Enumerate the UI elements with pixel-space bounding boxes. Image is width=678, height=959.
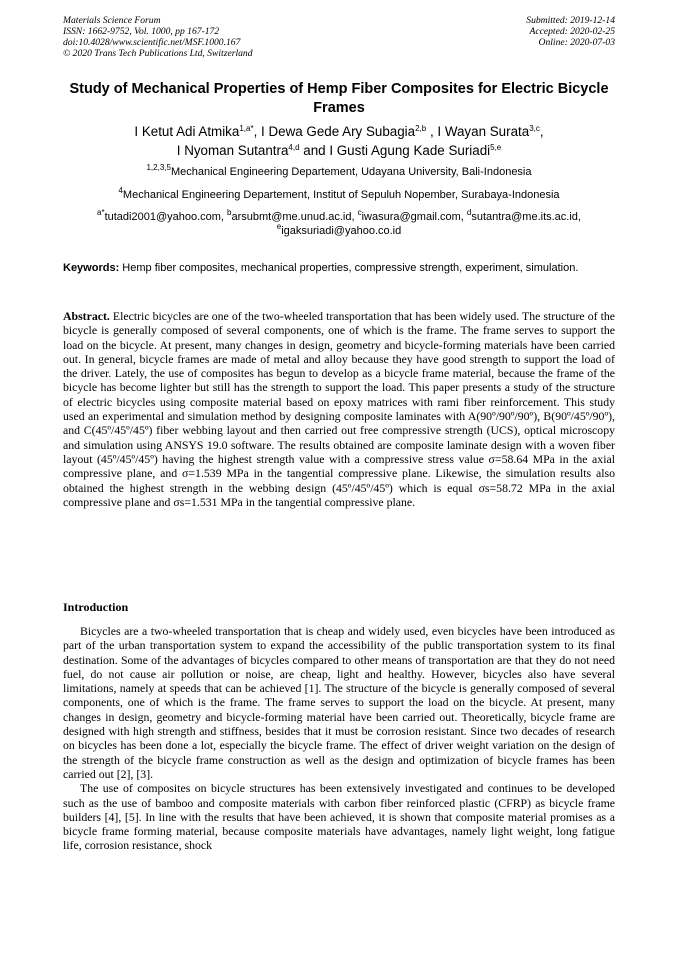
author-emails [63, 210, 615, 238]
keywords [63, 262, 615, 276]
paragraph: Bicycles are a two-wheeled transportation that is cheap and widely used, even bicycles have been introduced as part of the urban transportation system to expand the accessibility of the public transportation system to its final destination. Some of the advantages of bicycles compared to other means of transportation are that they do not need fuel, do not cause air pollution or noise, are cheap, light and healthy. However, bicycles also have several limitations, namely at speeds that can be achieved [1]. The structure of the bicycle is generally composed of several components, one of which is the frame. The frame serves to support the load on the bicycle. At present, many changes in design, geometry and bicycle-forming material have been carried out. Theoretically, bicycle frame are designed with high strength and stiffness, besides that it must be corrosion resistant. Since two decades of research on bicycles has been done a lot, especially the bicycle frame. The effect of driver weight variation on the design of the strength of the bicycle frame construction as well as the design and optimization of bicycle frames has been carried out [2], [3]. [63, 624, 615, 781]
author: I Dewa Gede Ary Subagia$^{2,b}$ , [261, 124, 438, 139]
submitted-date: Submitted: 2019-12-14 [526, 15, 615, 26]
introduction-body [63, 624, 615, 853]
online-date: Online: 2020-07-03 [538, 37, 615, 48]
paper-title: Study of Mechanical Properties of Hemp Fiber Composites for Electric Bicycle Frames [69, 81, 609, 116]
author: I Wayan Surata$^{3,c}$, [437, 124, 544, 139]
email[interactable]: $^d$sutantra@me.its.ac.id, [466, 208, 581, 223]
keywords-text: Hemp fiber composites, mechanical properties, compressive strength, experiment, simulation. [119, 262, 579, 274]
journal-copyright: © 2020 Trans Tech Publications Ltd, Switzerland [63, 48, 253, 59]
email[interactable]: $^b$arsubmt@me.unud.ac.id, [227, 208, 358, 223]
journal-name: Materials Science Forum [63, 15, 161, 26]
abstract-label: Abstract. [63, 309, 110, 323]
author: I Nyoman Sutantra$^{4,d}$ and [176, 143, 330, 158]
author: I Ketut Adi Atmika$^{1,a*}$, [134, 124, 262, 139]
email[interactable]: $^e$igaksuriadi@yahoo.co.id [276, 222, 402, 237]
abstract [63, 309, 615, 509]
affiliation: $^4$Mechanical Engineering Departement, Institut of Sepuluh Nopember, Surabaya-Indonesia [118, 186, 560, 201]
author-list [63, 122, 615, 160]
submission-dates [526, 15, 615, 48]
email[interactable]: $^c$iwasura@gmail.com, [357, 208, 467, 223]
accepted-date: Accepted: 2020-02-25 [529, 26, 615, 37]
journal-issn: ISSN: 1662-9752, Vol. 1000, pp 167-172 [63, 26, 220, 37]
journal-info [63, 15, 253, 59]
author: I Gusti Agung Kade Suriadi$^{5,e}$ [329, 143, 502, 158]
abstract-text: Electric bicycles are one of the two-wheeled transportation that has been widely used. The structure of the bicycle is generally composed of several components, one of which is the frame. The frame serves to support the load on the bicycle. At present, many changes in design, geometry and bicycle-forming materials have been carried out. In general, bicycle frames are made of metal and alloy because they have good strength to support the load of the driver. Lately, the use of composites has begun to develop as a bicycle frame material, because the frame of the bicycle has become lighter but still has the strength to support the load. This paper presents a study of the structure of electric bicycles using composite material based on epoxy matrices with rami fiber reinforcement. This study used an experimental and simulation method by designing composite laminates with A(90º/90º/90º), B(90º/45º/90º), and C(45º/45º/45º) fiber webbing layout and then carried out free compressive strength (UCS), optical microscopy and simulation using ANSYS 19.0 software. The results obtained are composite laminate design with a woven fiber layout (45º/45º/45º) having the highest strength value with a compressive stress value σ=58.64 MPa in the axial compressive plane, and σ=1.539 MPa in the tangential compressive plane. Likewise, the simulation results also obtained the highest strength in the webbing design (45º/45º/45º) which is equal σs=58.72 MPa in the axial compressive plane and σs=1.531 MPa in the tangential compressive plane. [63, 309, 615, 509]
email[interactable]: $^{a*}$tutadi2001@yahoo.com, [97, 208, 228, 223]
keywords-label: Keywords: [63, 262, 120, 274]
journal-doi: doi:10.4028/www.scientific.net/MSF.1000.167 [63, 37, 241, 48]
section-heading: Introduction [63, 600, 129, 614]
paragraph: The use of composites on bicycle structures has been extensively investigated and continues to be developed such as the use of bamboo and composite materials with carbon fiber reinforced plastic (CFRP) as bicycle frame builders [4], [5]. In line with the results that have been achieved, it is shown that composite material promises as a bicycle frame forming material, because composite materials have advantages, namely light weight, long fatigue life, corrosion resistance, shock [63, 781, 615, 853]
affiliation: $^{1,2,3,5}$Mechanical Engineering Departement, Udayana University, Bali-Indonesia [146, 163, 532, 178]
